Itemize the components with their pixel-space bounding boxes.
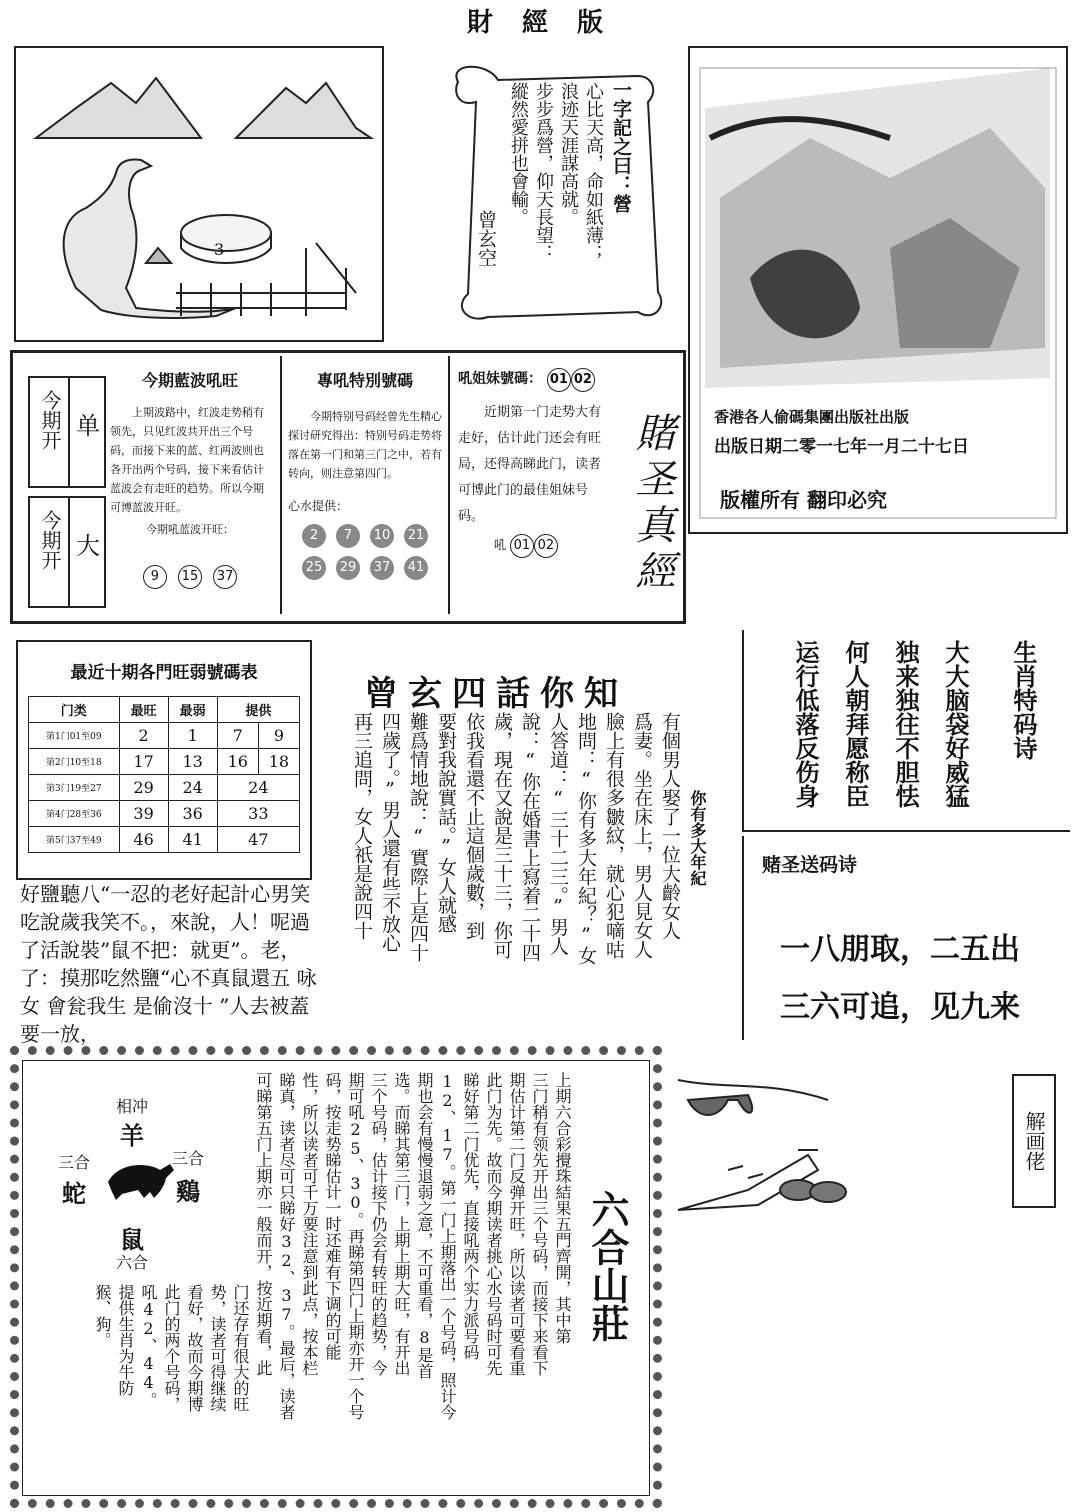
villa-column: 睇好第二门优先，直接吼两个实力派号码 [461, 1072, 480, 1360]
odd-even-value-2: 大 [76, 532, 100, 560]
min-cell: 13 [168, 749, 217, 775]
sister-title-number: 01 [547, 368, 571, 392]
provide-cell: 18 [258, 749, 299, 775]
cover-panel [688, 46, 1068, 534]
villa-column: 可睇第五门上期亦一般而开，按近期看，此 [254, 1072, 273, 1376]
door-cell: 第3门19至27 [29, 775, 120, 801]
villa-column: 门还存有很大的旺 [231, 1284, 250, 1412]
door-cell: 第1门01至09 [29, 723, 120, 749]
special-number: 7 [336, 524, 360, 548]
scroll-poem-signature: 曾玄空 [475, 210, 497, 267]
story-column: 有個男人娶了一位大齡女人 [659, 712, 681, 940]
gamble-poem-section [742, 836, 1070, 1040]
blue-wave-footer: 今期吼蓝波开旺： [146, 523, 234, 536]
villa-column: 此门的两个号码， [162, 1284, 181, 1412]
story-column: 要對我說實話。”女人就感 [435, 712, 457, 934]
dinosaur-illustration [16, 48, 382, 340]
provide-cell: 24 [217, 775, 299, 801]
villa-column: 性，所以读者可千万要注意到此点，按本栏 [300, 1072, 319, 1376]
odd-even-label-2: 今期开 [38, 510, 62, 570]
well-number: 3 [214, 240, 225, 259]
odd-even-value-2-box [68, 496, 106, 608]
provide-cell: 47 [217, 827, 299, 853]
zodiac-poem-line-2: 独来独往不胆怯 [891, 640, 919, 808]
story-column: 人答道：“三十二三。”男人 [547, 712, 569, 956]
scroll-poem [428, 62, 678, 324]
provide-cell: 7 [217, 723, 258, 749]
door-cell: 第4门28至36 [29, 801, 120, 827]
well [181, 215, 271, 251]
table-header: 最旺 [119, 697, 168, 723]
odd-even-value-1-box [68, 376, 106, 488]
zodiac-left-label: 三合 [58, 1153, 91, 1172]
special-numbers [288, 520, 442, 584]
comic-label: 解画佬 [1012, 1074, 1056, 1208]
gamble-poem-line-1: 一八朋取，二五出 [780, 932, 1020, 967]
zodiac-poem-title: 生肖特码诗 [1009, 640, 1037, 760]
max-cell: 2 [119, 723, 168, 749]
door-cell: 第5门37至49 [29, 827, 120, 853]
comic-illustration [668, 1060, 1008, 1220]
sister-footer-number: 02 [534, 534, 558, 558]
villa-column: 期估计第二门反弹开旺，所以读者可要看重 [507, 1072, 526, 1376]
special-number: 29 [336, 556, 360, 580]
story-ending: 好鹽聽八“一忍的老好起計心男笑吃說歲我笑不。，來說，人！呢過了活說裝”鼠不把：就更”。老，了：摸那吃然鹽“心不真鼠還五 咏女 會瓮我生 是偷沒十 ”人去被蓋要一放， [20, 882, 317, 1046]
blue-wave-title: 今期藍波吼旺 [141, 371, 238, 390]
special-number-title: 專吼特別號碼 [316, 371, 413, 390]
special-number-section [280, 356, 450, 614]
special-number-footer: 心水提供： [288, 499, 349, 513]
zodiac-poem-line-4: 运行低落反伤身 [791, 640, 819, 808]
dinosaur-illustration-panel [14, 46, 384, 342]
max-cell: 29 [119, 775, 168, 801]
special-number: 2 [302, 524, 326, 548]
cover-publisher: 香港各人偷碼集團出版社出版 [714, 408, 910, 426]
villa-columns [88, 1072, 574, 1484]
villa-column: 上期六合彩攪珠結果五門齊開，其中第 [553, 1072, 572, 1344]
blue-wave-body: 上期波路中，红波走势稍有领先，只见红波共开出三个号码，而接下来的蓝、红两波则也各开出两个号码，接下来看估计蓝波会有走旺的趋势。所以今期可博蓝波开旺。 [110, 406, 264, 514]
blue-wave-numbers [110, 565, 270, 589]
villa-column: 睇真，读者尽可只睇好32、37。最后，读者 [277, 1072, 296, 1420]
sister-numbers-section [458, 362, 680, 612]
story-column: 依我看還不止這個歲數，到 [463, 712, 485, 940]
zodiac-poem-line-3: 何人朝拜愿称臣 [841, 640, 869, 808]
sister-title-row [458, 368, 680, 392]
scroll-poem-title: 一字記之曰：營 [610, 80, 632, 213]
comic-panel [668, 1060, 1072, 1220]
mountain-right [236, 83, 371, 138]
zodiac-right: 鷄 [176, 1177, 200, 1206]
cover-copyright: 版權所有 翻印必究 [720, 488, 887, 512]
sister-body: 近期第一门走势大有走好，估计此门还会有旺局，还得高睇此门，读者可博此门的最佳姐妹号码。 [458, 405, 602, 524]
max-cell: 17 [119, 749, 168, 775]
story-column: 再三追問，女人祇是說四十 [351, 712, 373, 940]
zodiac-conflict-label: 相冲 [116, 1097, 149, 1116]
villa-column: 提供生肖为牛防 [116, 1284, 135, 1396]
min-cell: 1 [168, 723, 217, 749]
villa-column: 猴、狗。 [93, 1284, 112, 1348]
max-cell: 39 [119, 801, 168, 827]
story-column: 說：“你在婚書上寫着二十四 [519, 712, 541, 962]
zodiac-poem-section [742, 630, 1070, 832]
scroll-poem-line-1: 心比天高，命如紙薄； [583, 82, 604, 262]
gamble-poem-line-2: 三六可追，见九来 [780, 990, 1020, 1025]
special-number: 41 [404, 556, 428, 580]
story-column: 四歲了。”男人還有些不放心 [379, 712, 401, 953]
odd-even-box-2 [28, 496, 106, 608]
scroll-poem-line-2: 浪迹天涯謀高就。 [558, 82, 579, 226]
zodiac-bottom-label: 六合 [116, 1253, 149, 1272]
story-column: 地問：“你有多大年紀？”女 [575, 712, 597, 965]
villa-column: 期也会有慢慢退弱之意，不可重看，8是首 [415, 1072, 434, 1379]
villa-column: 三个号码，估计接下仍会有转旺的趋势，今 [369, 1072, 388, 1376]
sister-title-number: 02 [571, 368, 595, 392]
zodiac-conflict: 羊 [120, 1121, 144, 1150]
villa-column: 吼42、44。 [139, 1284, 158, 1408]
cover-date: 出版日期二零一七年一月二十七日 [714, 437, 969, 457]
story-section [12, 640, 712, 1046]
table-header: 提供 [217, 697, 299, 723]
zodiac-right-label: 三合 [172, 1149, 205, 1168]
provide-cell: 9 [258, 723, 299, 749]
blue-wave-section [110, 362, 270, 612]
blue-number: 37 [213, 565, 237, 589]
villa-column: 期可吼25、30。再睇第四门上期亦开一个号 [346, 1072, 365, 1420]
story-column: 難爲情地說：“實際上是四十 [407, 712, 429, 962]
zodiac-left: 蛇 [62, 1179, 86, 1208]
page-header [0, 2, 1080, 39]
odd-even-value-1: 单 [76, 412, 100, 440]
villa-column: 此门为先。故而今期读者挑心水号码时可先 [484, 1072, 503, 1376]
story-column: 爲妻。坐在床上，男人見女人 [631, 712, 653, 959]
special-number-body: 今期特别号码经曾先生精心探讨研究得出：特别号码走势将落在第一门和第三门之中，若有转向，则注意第四门。 [288, 410, 442, 480]
door-cell: 第2门10至18 [29, 749, 120, 775]
sister-footer-number: 01 [510, 534, 534, 558]
cover-artwork [690, 48, 1066, 532]
sister-title: 吼姐妹號碼： [458, 371, 542, 387]
max-cell: 46 [119, 827, 168, 853]
gamble-poem-title: 赌圣送码诗 [762, 854, 858, 876]
villa-column: 选。而睇其第三门，上期上期大旺，有开出 [392, 1072, 411, 1376]
table-header: 门类 [29, 697, 120, 723]
mountain-villa-title: 六合山莊 [585, 1190, 629, 1342]
zodiac-poem-line-1: 大大脑袋好威猛 [941, 640, 969, 808]
sister-side-text: 賭圣真經 [629, 412, 675, 596]
odd-even-box-1 [28, 376, 106, 488]
villa-column: 码，按走势睇估计一时还难有下调的可能 [323, 1072, 342, 1360]
sister-footer-label: 吼 [494, 538, 507, 552]
table-header: 最弱 [168, 697, 217, 723]
special-number: 10 [370, 524, 394, 548]
special-number: 37 [370, 556, 394, 580]
door-table-title: 最近十期各門旺弱號碼表 [70, 663, 258, 683]
special-number: 21 [404, 524, 428, 548]
min-cell: 36 [168, 801, 217, 827]
blue-number: 9 [143, 565, 167, 589]
section-title: 財 經 版 [466, 8, 614, 38]
story-column: 歲，現在又說是三十三，你可 [491, 712, 513, 959]
provide-cell: 16 [217, 749, 258, 775]
zodiac-bottom: 鼠 [120, 1225, 144, 1254]
min-cell: 41 [168, 827, 217, 853]
scroll-poem-line-3: 步步爲營，仰天長望： [533, 82, 554, 262]
special-number: 25 [302, 556, 326, 580]
story-title: 曾玄四話你知 [364, 674, 628, 714]
villa-column: 三门稍有领先开出三个号码，而接下来看下 [530, 1072, 549, 1376]
villa-column: 势，读者可得继续 [208, 1284, 227, 1412]
odd-even-label-1: 今期开 [38, 390, 62, 450]
scroll-poem-line-4: 縱然愛拼也會輸。 [508, 82, 529, 226]
story-columns [334, 712, 684, 1032]
blue-number: 15 [178, 565, 202, 589]
villa-column: 看好，故而今期博 [185, 1284, 204, 1412]
mountain-left [36, 78, 201, 138]
small-hill [146, 248, 171, 263]
provide-cell: 33 [217, 801, 299, 827]
villa-column: 12、17。第一门上期落出一个号码，照计今 [438, 1072, 457, 1420]
story-subtitle: 你有多大年紀 [688, 790, 707, 886]
min-cell: 24 [168, 775, 217, 801]
story-column: 臉上有很多皺紋，就心犯嘀咕 [603, 712, 625, 959]
